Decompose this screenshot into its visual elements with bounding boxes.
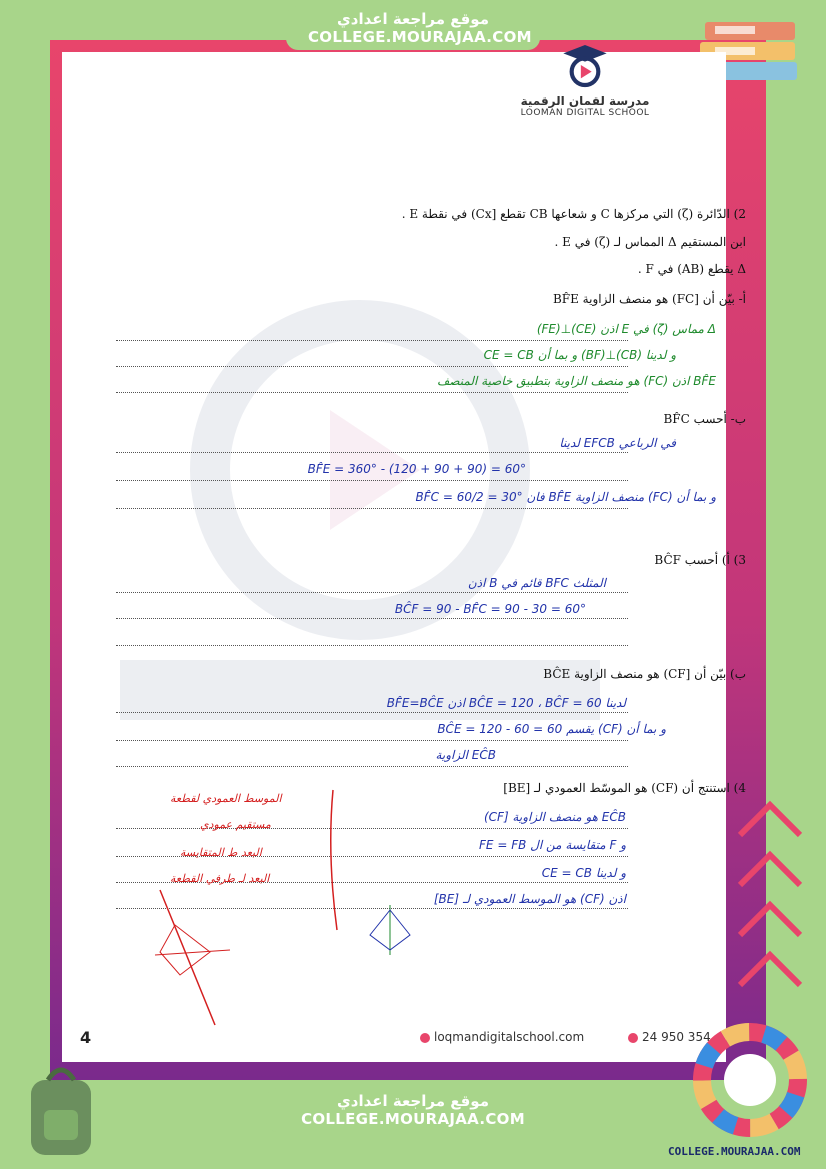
bottom-site-banner[interactable] — [266, 1088, 560, 1132]
logo-arabic-name: مدرسة لقمان الرقمية — [520, 94, 650, 108]
answer-line — [116, 740, 628, 741]
answer-line — [116, 480, 628, 481]
handwritten-answer: لدينا BĈE = 120 ، BĈF = 60 اذن BF̂E=BĈE — [386, 696, 626, 710]
answer-line — [116, 340, 628, 341]
geometry-sketch-icon — [360, 900, 420, 960]
answer-line — [116, 828, 628, 829]
handwritten-answer: اذن (CF) هو الموسط العمودي لـ [BE] — [433, 892, 626, 906]
question-2-line-1: 2) الدّائرة (ζ) التي مركزها C و شعاعها CB تقطع [Cx) في نقطة E . — [401, 207, 746, 221]
phone-icon — [628, 1033, 638, 1043]
answer-line — [116, 592, 628, 593]
logo-english-name: LOOMAN DIGITAL SCHOOL — [520, 108, 650, 118]
footer-phone-text: 24 950 354 — [642, 1030, 711, 1044]
handwritten-answer: و بما أن (CF) يقسم BĈE = 120 - 60 = 60 — [437, 722, 666, 736]
red-sketch-drawing-icon — [150, 880, 250, 1030]
colorful-circle-logo-icon — [690, 1020, 810, 1140]
answer-line — [116, 366, 628, 367]
globe-icon — [420, 1033, 430, 1043]
footer-website-link[interactable] — [420, 1030, 584, 1044]
school-logo — [520, 40, 650, 118]
corner-site-label[interactable]: COLLEGE.MOURAJAA.COM — [668, 1145, 801, 1158]
margin-note: البعد ط المتقايسة — [180, 846, 262, 859]
answer-line — [116, 508, 628, 509]
school-bag-icon — [16, 1060, 106, 1160]
handwritten-answer: و بما أن (FC) منصف الزاوية BF̂E فان BF̂C = 60/2 = 30° — [415, 490, 716, 504]
red-separator-stroke-icon — [325, 785, 345, 935]
answer-line — [116, 452, 628, 453]
footer-website-text: loqmandigitalschool.com — [434, 1030, 585, 1044]
answer-line — [116, 618, 628, 619]
handwritten-answer: المثلث BFC قائم في B اذن — [467, 576, 606, 590]
bottom-banner-url[interactable]: COLLEGE.MOURAJAA.COM — [301, 1110, 525, 1128]
handwritten-answer: BF̂E اذن (FC) هو منصف الزاوية بتطبيق خاصية المنصف — [436, 374, 716, 388]
handwritten-answer: و لدينا (CB)⊥(BF) و بما أن CE = CB — [483, 348, 676, 362]
handwritten-answer: Δ مماس (ζ) في E اذن (CE)⊥(FE) — [536, 322, 716, 336]
answer-line — [116, 392, 628, 393]
question-3-part-a: 3) أ) أحسب BĈF — [654, 553, 746, 567]
answer-line — [116, 766, 628, 767]
question-4: 4) استنتج أن (CF) هو الموسّط العمودي لـ [BE] — [503, 781, 746, 795]
question-3-part-b: ب) بيّن أن [CF) هو منصف الزاوية BĈE — [543, 667, 746, 681]
question-2-line-3: Δ يقطع (AB) في F . — [637, 262, 746, 276]
margin-note: مستقيم عمودي — [200, 818, 271, 831]
handwritten-answer: EĈB هو منصف الزاوية [CF) — [483, 810, 626, 824]
bottom-banner-arabic: موقع مراجعة اعدادي — [337, 1092, 489, 1110]
top-banner-arabic: موقع مراجعة اعدادي — [337, 10, 489, 28]
handwritten-answer: BF̂E = 360° - (120 + 90 + 90) = 60° — [307, 462, 526, 476]
handwritten-answer: في الرباعي EFCB لدينا — [559, 436, 676, 450]
margin-note: البعد لـ طرفي القطعة — [170, 872, 270, 885]
question-2-part-b: ب- أحسب BF̂C — [663, 412, 746, 426]
page-number: 4 — [80, 1028, 92, 1047]
top-site-banner[interactable] — [286, 6, 540, 50]
graduation-cap-icon — [555, 40, 615, 90]
handwritten-answer: و F متقايسة من ال FE = FB — [479, 838, 626, 852]
answer-line — [116, 645, 628, 646]
handwritten-answer: و لدينا CE = CB — [541, 866, 626, 880]
chevron-decoration-icon — [735, 795, 805, 1025]
top-banner-url[interactable]: COLLEGE.MOURAJAA.COM — [308, 28, 532, 46]
handwritten-answer: EĈB الزاوية — [435, 748, 496, 762]
question-2-line-2: ابن المستقيم Δ المماس لـ (ζ) في E . — [554, 235, 746, 249]
answer-line — [116, 712, 628, 713]
handwritten-answer: BĈF = 90 - BF̂C = 90 - 30 = 60° — [394, 602, 586, 616]
margin-note: الموسط العمودي لقطعة — [170, 792, 282, 805]
question-2-part-a: أ- بيّن أن [FC) هو منصف الزاوية BF̂E — [552, 292, 746, 306]
